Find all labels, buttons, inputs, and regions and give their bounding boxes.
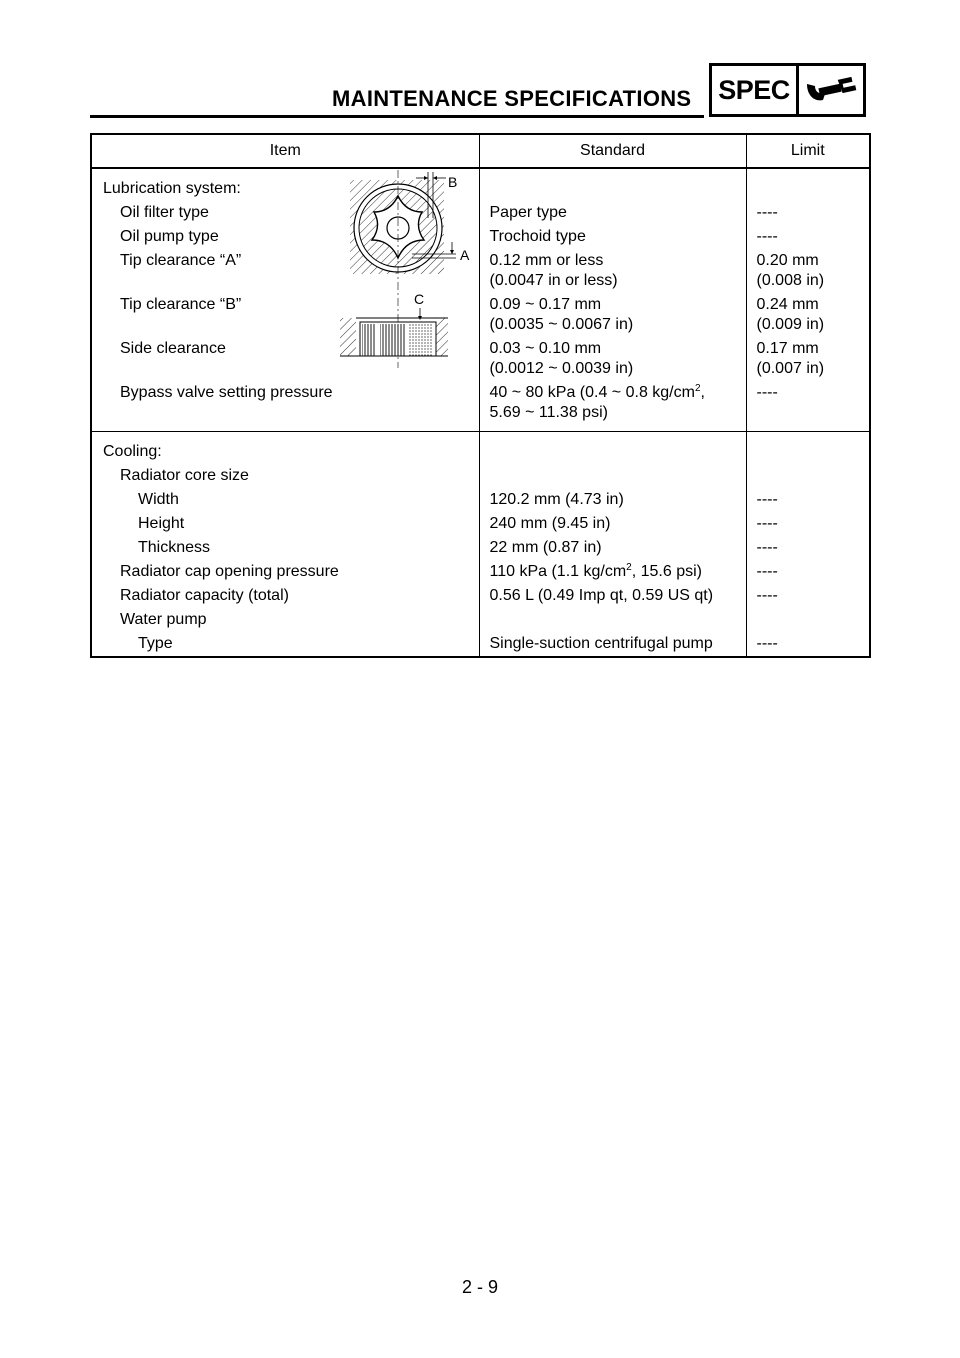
row-label: Radiator cap opening pressure	[120, 563, 339, 580]
row-label: Side clearance	[120, 340, 226, 357]
standard-value: 40 ~ 80 kPa (0.4 ~ 0.8 $kg/cm^2$, 5.69 ~ 11.38 psi)	[489, 383, 705, 421]
standard-value: 120.2 mm (4.73 in)	[489, 491, 624, 508]
column-header-item: Item	[91, 134, 479, 168]
row-label: Bypass valve setting pressure	[120, 384, 333, 401]
section-heading: Lubrication system:	[103, 180, 241, 197]
table-row-lubrication	[91, 168, 870, 432]
standard-value: Single-suction centrifugal pump	[489, 635, 713, 652]
limit-value: ----	[756, 384, 778, 401]
standard-value: 0.09 ~ 0.17 mm (0.0035 ~ 0.0067 in)	[489, 296, 634, 333]
wrench-icon	[799, 66, 863, 114]
limit-value: ----	[756, 228, 778, 245]
page-title: MAINTENANCE SPECIFICATIONS	[332, 86, 692, 111]
oil-pump-diagram	[340, 168, 475, 368]
limit-value: ----	[756, 204, 778, 221]
page-number: 2 - 9	[461, 1277, 499, 1297]
column-header-limit: Limit	[746, 134, 870, 168]
diagram-label-a: A	[460, 247, 470, 263]
row-label: Height	[138, 515, 185, 532]
table-header-row	[91, 134, 870, 168]
standard-value: 110 kPa (1.1 $kg/cm^2$, 15.6 psi)	[489, 562, 702, 580]
limit-value: ----	[756, 563, 778, 580]
standard-value: 0.56 L (0.49 Imp qt, 0.59 US qt)	[489, 587, 714, 604]
limit-cell	[746, 168, 870, 432]
limit-value: ----	[756, 635, 778, 652]
standard-value: 0.03 ~ 0.10 mm (0.0012 ~ 0.0039 in)	[489, 340, 634, 377]
limit-value: ----	[756, 539, 778, 556]
standard-value: 240 mm (9.45 in)	[489, 515, 611, 532]
standard-value: Trochoid type	[489, 228, 586, 245]
standard-value: Paper type	[489, 204, 567, 221]
row-label: Oil pump type	[120, 228, 219, 245]
limit-cell	[746, 432, 870, 658]
row-label: Thickness	[138, 539, 211, 556]
limit-value: ----	[756, 587, 778, 604]
standard-value: 22 mm (0.87 in)	[489, 539, 602, 556]
limit-value: ----	[756, 515, 778, 532]
row-label: Tip clearance “B”	[120, 296, 242, 313]
section-heading: Cooling:	[103, 443, 162, 460]
row-label: Tip clearance “A”	[120, 252, 242, 269]
row-label: Radiator core size	[120, 467, 249, 484]
diagram-label-c: C	[414, 291, 425, 307]
column-header-standard: Standard	[479, 134, 746, 168]
row-label: Width	[138, 491, 179, 508]
standard-cell	[479, 168, 746, 432]
diagram-label-b: B	[448, 174, 458, 190]
standard-value: 0.12 mm or less (0.0047 in or less)	[489, 252, 618, 289]
table-row-cooling	[91, 432, 870, 658]
standard-cell	[479, 432, 746, 658]
spec-table	[90, 133, 871, 658]
title-underline	[90, 115, 704, 118]
limit-value: 0.20 mm (0.008 in)	[756, 252, 825, 289]
limit-value: 0.17 mm (0.007 in)	[756, 340, 825, 377]
spec-badge	[709, 63, 866, 117]
spec-badge-label: SPEC	[712, 66, 799, 114]
row-label: Radiator capacity (total)	[120, 587, 289, 604]
limit-value: ----	[756, 491, 778, 508]
row-label: Oil filter type	[120, 204, 209, 221]
item-cell	[91, 432, 479, 658]
row-label: Water pump	[120, 611, 207, 628]
limit-value: 0.24 mm (0.009 in)	[756, 296, 825, 333]
row-label: Type	[138, 635, 173, 652]
